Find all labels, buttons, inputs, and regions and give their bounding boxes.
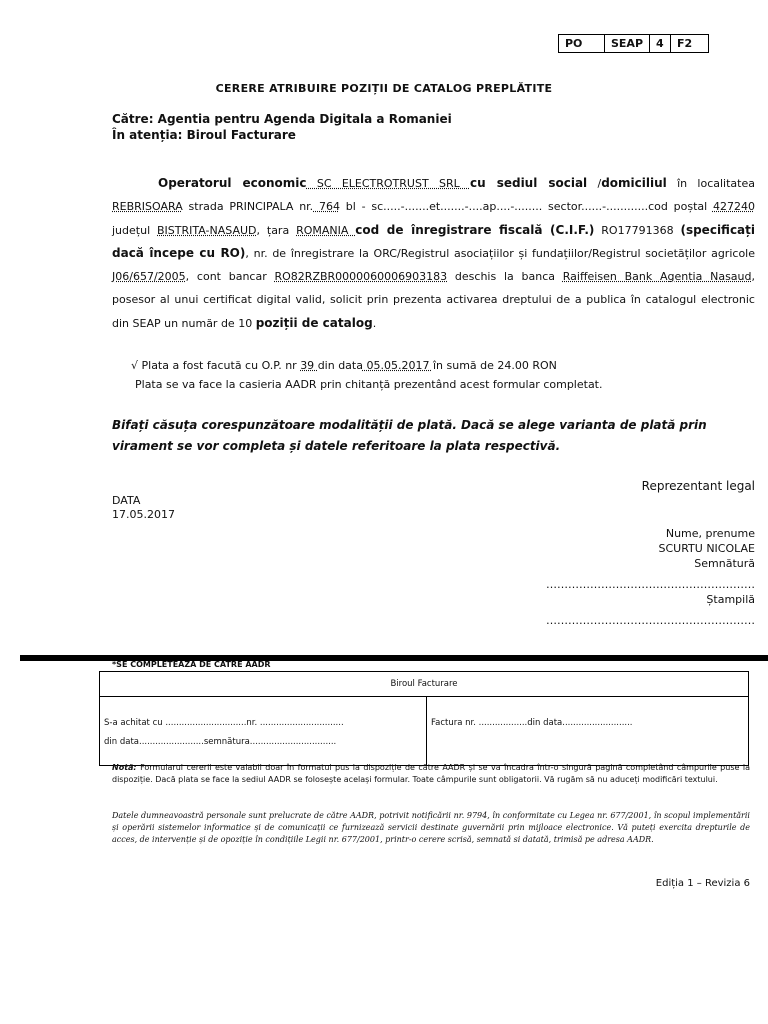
cif-note: (specificați dacă începe cu RO) <box>112 222 756 260</box>
aadr-section-label: *SE COMPLETEAZA DE CATRE AADR <box>112 660 271 669</box>
cif-value: RO17791368 <box>594 223 681 237</box>
slash: / <box>587 177 602 190</box>
date-label: DATA <box>112 494 141 507</box>
date-signature-line: din data........................semnătura................................ <box>104 737 337 747</box>
request-paragraph <box>112 172 755 335</box>
text-cont: , cont bancar <box>185 270 275 284</box>
code-number: 4 <box>650 35 671 53</box>
note-label: Notă: <box>112 763 137 772</box>
domiciliul-label: domiciliul <box>601 176 667 190</box>
signature-block <box>546 526 755 628</box>
legal-representative-label: Reprezentant legal <box>641 479 755 493</box>
op-number: 39 <box>300 359 318 372</box>
name-value: SCURTU NICOLAE <box>658 542 755 555</box>
stamp-label: Ștampilă <box>706 593 755 606</box>
date-block <box>112 494 175 522</box>
billing-office-header: Biroul Facturare <box>100 672 749 697</box>
date-value: 17.05.2017 <box>112 508 175 521</box>
catalog-positions: poziții de catalog <box>255 315 373 330</box>
localitate-value: REBRISOARA <box>112 200 183 214</box>
note-text: Formularul cererii este valabil doar în formatul pus la dispoziție de către AADR și se va încadra într-o singură pagină completând câmpurile puse la dispoziție. Dacă plata se face la sediul AADR se folosește același formular. Toate câmpurile sunt obligatorii. Vă rugăm să nu aduceți modificări textului. <box>112 763 750 784</box>
cif-label: cod de înregistrare fiscală (C.I.F.) <box>355 222 595 237</box>
text-period: . <box>372 316 377 330</box>
text-bloc: bl - sc.....-.......et.......-....ap....-........ sector......-............cod poștal <box>339 200 713 214</box>
bank-account: RO82RZBR0000060006903183 <box>274 270 448 284</box>
text-tara: , țara <box>256 223 297 237</box>
note-paragraph <box>112 762 750 786</box>
invoice-line: Factura nr. ..................din data.......................... <box>431 718 633 728</box>
country-value: ROMANIA <box>296 223 356 237</box>
op-date: 05.05.2017 <box>362 359 433 372</box>
text-strada: strada PRINCIPALA nr. <box>182 200 314 214</box>
edition-label: Ediția 1 – Revizia 6 <box>655 878 750 889</box>
addressee-block <box>112 111 452 143</box>
payment-cash-line: Plata se va face la casieria AADR prin chitanță prezentând acest formular completat. <box>135 378 603 391</box>
text-orc: , nr. de înregistrare la ORC/Registrul asociațiilor și fundațiilor/Registrul societăților agricole <box>245 246 755 260</box>
orc-number: J06/657/2005 <box>112 270 186 284</box>
code-po: PO <box>559 35 605 53</box>
payment-date-text: din data <box>317 359 363 372</box>
code-seap: SEAP <box>605 35 650 53</box>
stamp-line: ………………………………………………… <box>546 614 755 627</box>
payment-cell <box>100 697 427 766</box>
payment-instruction: Bifați căsuța corespunzătoare modalității de plată. Dacă se alege varianta de plată prin virament se vor completa și datele referitoare la plata respectivă. <box>112 418 707 453</box>
payment-block <box>131 356 603 394</box>
text-localitatea: în localitatea <box>666 177 755 190</box>
invoice-cell <box>427 697 749 766</box>
paid-with-line: S-a achitat cu ..............................nr. ............................... <box>104 718 344 728</box>
privacy-paragraph: Datele dumneavoastră personale sunt prelucrate de către AADR, potrivit notificării nr. 9794, în conformitate cu Legea nr. 677/2001, în scopul implementării și operării sistemelor informatice și de comunicații ce furnizează servicii destinate guvernării prin mijloace electronice. Vă puteți exercita drepturile de acces, de intervenție și de opoziție în condițiile Legii nr. 677/2001, printr-o cerere scrisă, semnată si datată, trimisă pe adresa AADR. <box>112 811 750 844</box>
addressee: Către: Agentia pentru Agenda Digitala a Romaniei <box>112 112 452 126</box>
code-f2: F2 <box>671 35 709 53</box>
text-banca: deschis la banca <box>447 270 563 284</box>
county-value: BISTRITA-NASAUD <box>157 223 257 237</box>
sediul-label: cu sediul social <box>470 176 588 190</box>
form-code-table <box>558 34 709 53</box>
payment-op-text: √ Plata a fost facută cu O.P. nr <box>131 359 301 372</box>
signature-line: ………………………………………………… <box>546 578 755 591</box>
street-number: 764 <box>313 200 340 214</box>
attention: În atenția: Biroul Facturare <box>112 128 296 142</box>
text-solicit: , posesor al unui certificat digital valid, solicit prin prezenta activarea dreptului de a publica în catalogul electronic din SEAP un număr de 10 <box>112 270 755 330</box>
form-title: CERERE ATRIBUIRE POZIȚII DE CATALOG PREPLĂTITE <box>215 82 553 95</box>
payment-amount-text: în sumă de 24.00 RON <box>432 359 557 372</box>
signature-label: Semnătură <box>694 557 755 570</box>
payment-op-line <box>131 356 603 375</box>
postal-code: 427240 <box>712 200 755 214</box>
name-label: Nume, prenume <box>665 527 755 540</box>
aadr-table <box>99 671 749 766</box>
bank-name: Raiffeisen Bank Agentia Nasaud <box>562 270 752 284</box>
operator-name: SC ELECTROTRUST SRL <box>306 177 471 190</box>
operator-label: Operatorul economic <box>158 176 307 190</box>
text-judet: județul <box>112 223 158 237</box>
